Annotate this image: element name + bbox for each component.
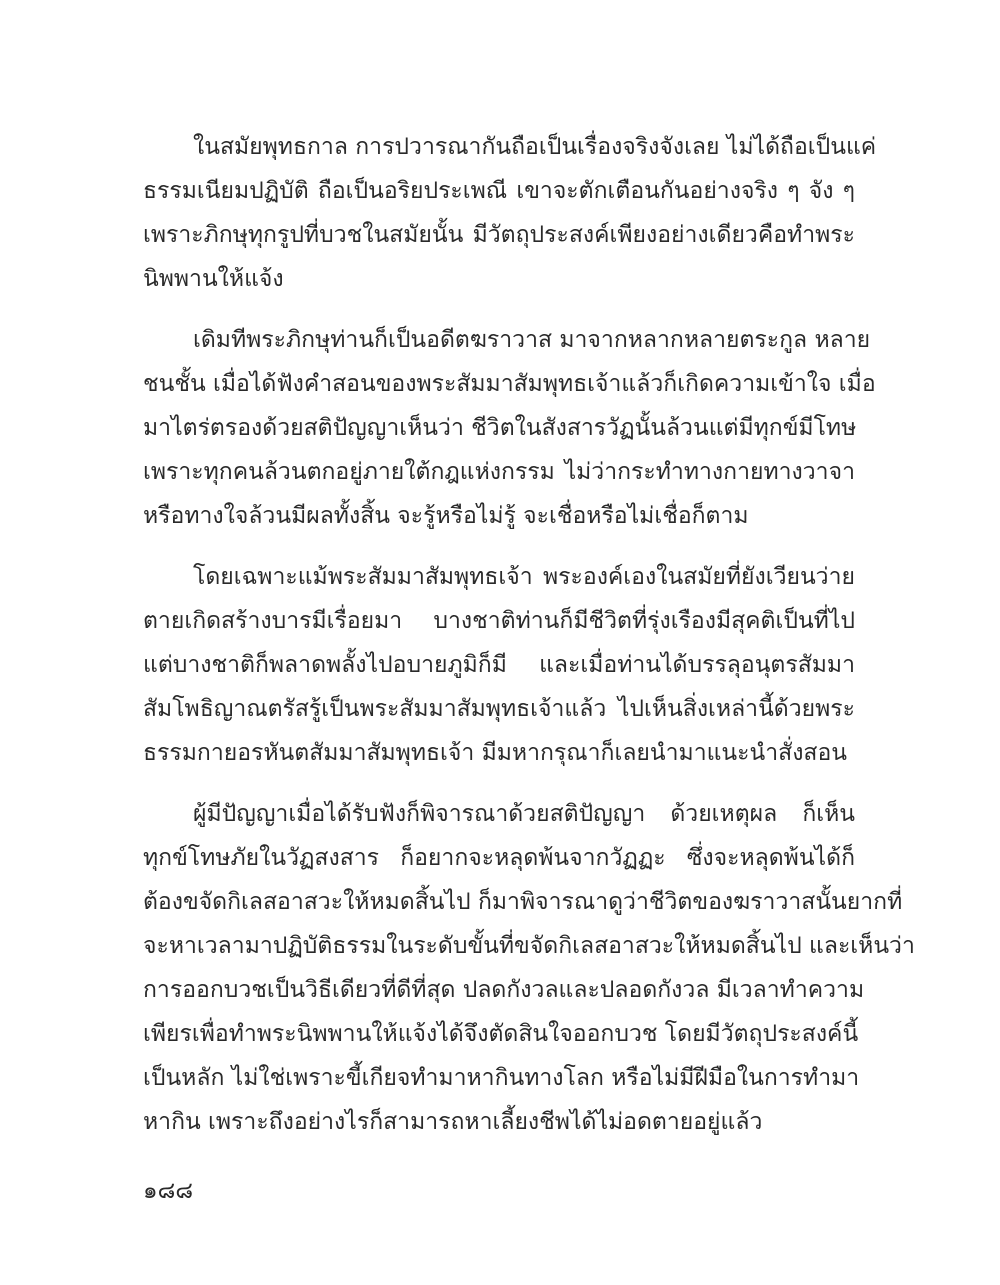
body-text [143, 125, 915, 1161]
text-line: ในสมัยพุทธกาล การปวารณากันถือเป็นเรื่องจริงจังเลย ไม่ได้ถือเป็นแค่ [193, 134, 877, 160]
text-line: จะหาเวลามาปฏิบัติธรรมในระดับขั้นที่ขจัดกิเลสอาสวะให้หมดสิ้นไป และเห็นว่า [143, 933, 915, 959]
text-line: เพราะภิกษุทุกรูปที่บวชในสมัยนั้น มีวัตถุประสงค์เพียงอย่างเดียวคือทำพระ [143, 222, 855, 248]
page-number: ๑๘๘ [143, 1178, 194, 1204]
text-line: เป็นหลัก ไม่ใช่เพราะขี้เกียจทำมาหากินทางโลก หรือไม่มีฝีมือในการทำมา [143, 1065, 860, 1091]
text-line: การออกบวชเป็นวิธีเดียวที่ดีที่สุด ปลดกังวลและปลอดกังวล มีเวลาทำความ [143, 977, 865, 1003]
text-line: ทุกข์โทษภัยในวัฏสงสาร ก็อยากจะหลุดพ้นจากวัฏฏะ ซึ่งจะหลุดพ้นได้ก็ [143, 845, 855, 871]
text-line: เพียรเพื่อทำพระนิพพานให้แจ้งได้จึงตัดสินใจออกบวช โดยมีวัตถุประสงค์นี้ [143, 1021, 859, 1047]
paragraph-4 [143, 792, 915, 1144]
text-line: ผู้มีปัญญาเมื่อได้รับฟังก็พิจารณาด้วยสติปัญญา ด้วยเหตุผล ก็เห็น [193, 801, 855, 827]
text-line: ชนชั้น เมื่อได้ฟังคำสอนของพระสัมมาสัมพุทธเจ้าแล้วก็เกิดความเข้าใจ เมื่อ [143, 371, 876, 397]
text-line: ธรรมกายอรหันตสัมมาสัมพุทธเจ้า มีมหากรุณาก็เลยนำมาแนะนำสั่งสอน [143, 740, 847, 766]
text-line: ต้องขจัดกิเลสอาสวะให้หมดสิ้นไป ก็มาพิจารณาดูว่าชีวิตของฆราวาสนั้นยากที่ [143, 889, 903, 915]
text-line: แต่บางชาติก็พลาดพลั้งไปอบายภูมิก็มี และเมื่อท่านได้บรรลุอนุตรสัมมา [143, 652, 855, 678]
text-line: หากิน เพราะถึงอย่างไรก็สามารถหาเลี้ยงชีพได้ไม่อดตายอยู่แล้ว [143, 1109, 763, 1135]
text-line: มาไตร่ตรองด้วยสติปัญญาเห็นว่า ชีวิตในสังสารวัฏนั้นล้วนแต่มีทุกข์มีโทษ [143, 415, 857, 441]
text-line: ธรรมเนียมปฏิบัติ ถือเป็นอริยประเพณี เขาจะตักเตือนกันอย่างจริง ๆ จัง ๆ [143, 178, 855, 204]
text-line: หรือทางใจล้วนมีผลทั้งสิ้น จะรู้หรือไม่รู้ จะเชื่อหรือไม่เชื่อก็ตาม [143, 503, 749, 529]
text-line: เดิมทีพระภิกษุท่านก็เป็นอดีตฆราวาส มาจากหลากหลายตระกูล หลาย [193, 327, 871, 353]
paragraph-3 [143, 555, 855, 775]
text-line: สัมโพธิญาณตรัสรู้เป็นพระสัมมาสัมพุทธเจ้าแล้ว ไปเห็นสิ่งเหล่านี้ด้วยพระ [143, 696, 855, 722]
text-line: นิพพานให้แจ้ง [143, 266, 284, 292]
text-line: ตายเกิดสร้างบารมีเรื่อยมา บางชาติท่านก็มีชีวิตที่รุ่งเรืองมีสุคติเป็นที่ไป [143, 608, 855, 634]
paragraph-2 [143, 318, 876, 538]
text-line: เพราะทุกคนล้วนตกอยู่ภายใต้กฎแห่งกรรม ไม่ว่ากระทำทางกายทางวาจา [143, 459, 855, 485]
paragraph-1 [143, 125, 877, 301]
text-line: โดยเฉพาะแม้พระสัมมาสัมพุทธเจ้า พระองค์เองในสมัยที่ยังเวียนว่าย [193, 564, 855, 590]
